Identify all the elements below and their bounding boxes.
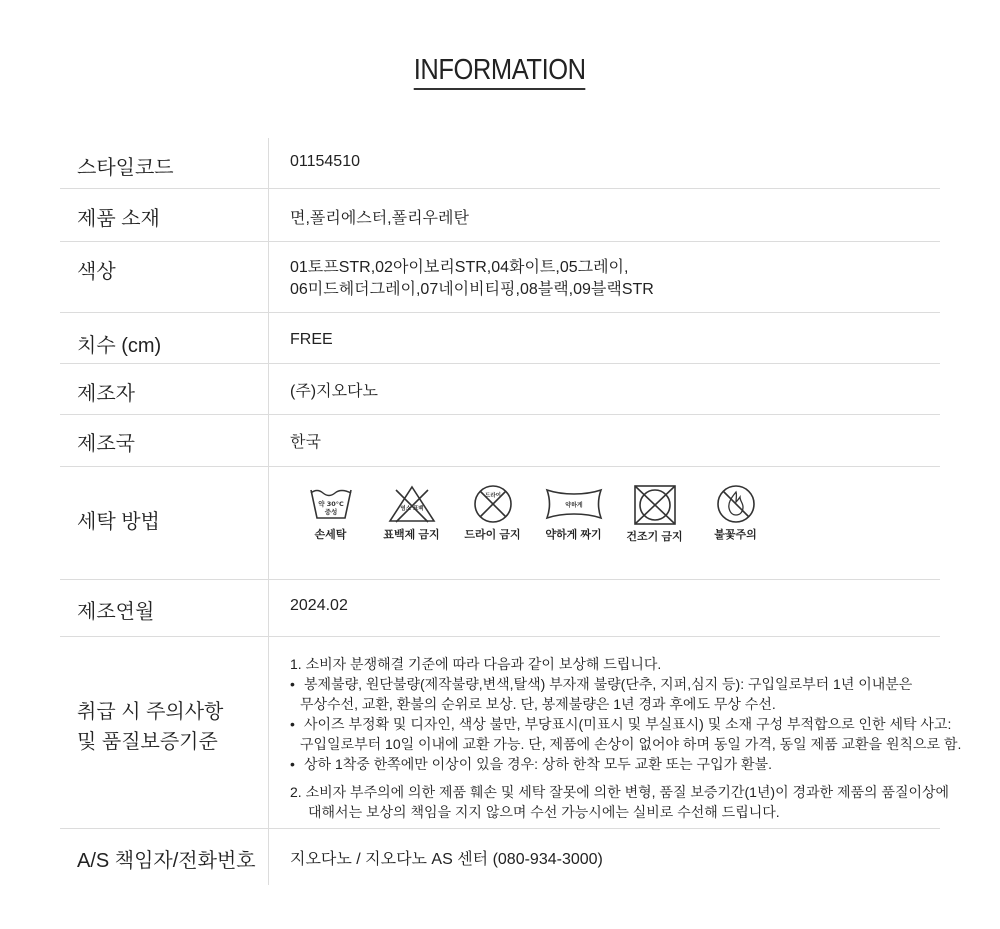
hand-wash-temp: 약 30°C	[317, 500, 344, 508]
caution-label-1: 취급 시 주의사항	[77, 701, 224, 723]
bullet-1-cont: 무상수선, 교환, 환불의 순위로 보상. 단, 봉제불량은 1년 경과 후에도 무상 수선.	[300, 696, 776, 712]
information-table	[60, 138, 962, 885]
care-label: 불꽃주의	[714, 529, 757, 541]
row-label: A/S 책임자/전화번호	[77, 850, 256, 872]
row-label: 세탁 방법	[77, 511, 160, 533]
care-item-gentle-wring	[533, 484, 614, 544]
row-value: FREE	[268, 313, 940, 363]
caution-notes	[268, 637, 961, 828]
row-value: (주)지오다노	[268, 364, 940, 414]
no-bleach-inner: 염소 표백	[399, 506, 424, 512]
table-row-style-code	[60, 138, 940, 189]
no-dry-clean-icon	[470, 484, 516, 524]
color-line-1: 01토프STR,02아이보리STR,04화이트,05그레이,	[290, 259, 629, 276]
bullet-dot: •	[290, 716, 295, 732]
row-label: 스타일코드	[77, 157, 174, 179]
bullet-dot: •	[290, 756, 295, 772]
table-row-caution	[60, 637, 962, 829]
flame-caution-icon	[713, 484, 759, 524]
care-icons	[290, 484, 940, 544]
page-title	[0, 54, 1000, 90]
hand-wash-icon	[308, 484, 354, 524]
bullet-3-line-1: 상하 1착중 한쪽에만 이상이 있을 경우: 상하 한착 모두 교환 또는 구입가 환불.	[304, 756, 772, 772]
row-label: 제조자	[77, 383, 135, 405]
note-2-cont: 대해서는 보상의 책임을 지지 않으며 수선 가능시에는 실비로 수선해 드립니다.	[308, 804, 780, 820]
no-bleach-icon	[387, 484, 437, 524]
hand-wash-neutral: 중성	[324, 508, 337, 516]
bullet-dot: •	[290, 676, 295, 692]
care-item-no-bleach	[371, 484, 452, 544]
table-row-date	[60, 580, 940, 637]
gentle-wring-icon	[544, 484, 604, 524]
care-item-no-tumble-dry	[614, 484, 695, 544]
row-value: 한국	[268, 415, 940, 466]
table-row-as	[60, 829, 940, 885]
row-label: 제품 소재	[77, 208, 160, 230]
gentle-wring-inner: 약하게	[564, 502, 583, 509]
table-row-maker	[60, 364, 940, 415]
care-label: 드라이 금지	[464, 529, 521, 541]
row-value: 면,폴리에스터,폴리우레탄	[268, 189, 940, 241]
care-label: 약하게 짜기	[545, 529, 602, 541]
care-item-flame-caution	[695, 484, 776, 544]
table-row-washing	[60, 467, 940, 580]
row-value	[268, 467, 940, 579]
bullet-2-line-1: 사이즈 부정확 및 디자인, 색상 불만, 부당표시(미표시 및 부실표시) 및 소재 구성 부적합으로 인한 세탁 사고:	[304, 716, 952, 732]
row-label: 제조국	[77, 433, 135, 455]
table-row-country	[60, 415, 940, 467]
bullet-1-line-1: 봉제불량, 원단불량(제작불량,변색,탈색) 부자재 불량(단추, 지퍼,심지 등): 구입일로부터 1년 이내분은	[304, 676, 913, 692]
row-label	[60, 637, 268, 828]
note-1-num: 1.	[290, 656, 302, 672]
bullet-2	[290, 714, 961, 734]
table-row-color	[60, 242, 940, 313]
no-tumble-dry-icon	[632, 484, 678, 526]
title-text: INFORMATION	[414, 54, 586, 90]
color-line-2: 06미드헤더그레이,07네이비티핑,08블랙,09블랙STR	[290, 281, 654, 298]
row-label: 제조연월	[77, 601, 155, 623]
note-1	[290, 654, 961, 674]
bullet-3	[290, 754, 961, 774]
caution-label-2: 및 품질보증기준	[77, 731, 218, 753]
row-value: 01154510	[268, 138, 940, 188]
row-label: 치수 (cm)	[77, 335, 162, 357]
care-label: 표백제 금지	[383, 529, 440, 541]
bullet-2-cont: 구입일로부터 10일 이내에 교환 가능. 단, 제품에 손상이 없어야 하며 동일 가격, 동일 제품 교환을 원칙으로 함.	[300, 736, 962, 752]
note-2-num: 2.	[290, 784, 302, 800]
table-row-size	[60, 313, 940, 364]
care-item-no-dry-clean	[452, 484, 533, 544]
row-value: 2024.02	[268, 580, 940, 636]
care-item-hand-wash	[290, 484, 371, 544]
table-row-material	[60, 189, 940, 242]
note-2-text: 소비자 부주의에 의한 제품 훼손 및 세탁 잘못에 의한 변형, 품질 보증기간(1년)이 경과한 제품의 품질이상에	[305, 784, 950, 800]
row-value	[268, 242, 940, 312]
row-label: 색상	[77, 261, 116, 283]
note-2	[290, 782, 961, 802]
care-label: 건조기 금지	[626, 531, 683, 543]
care-label: 손세탁	[314, 529, 347, 541]
bullet-1	[290, 674, 961, 694]
note-1-text: 소비자 분쟁해결 기준에 따라 다음과 같이 보상해 드립니다.	[305, 656, 662, 672]
no-dry-clean-inner: 드라이	[484, 493, 501, 499]
row-value: 지오다노 / 지오다노 AS 센터 (080-934-3000)	[268, 829, 940, 885]
